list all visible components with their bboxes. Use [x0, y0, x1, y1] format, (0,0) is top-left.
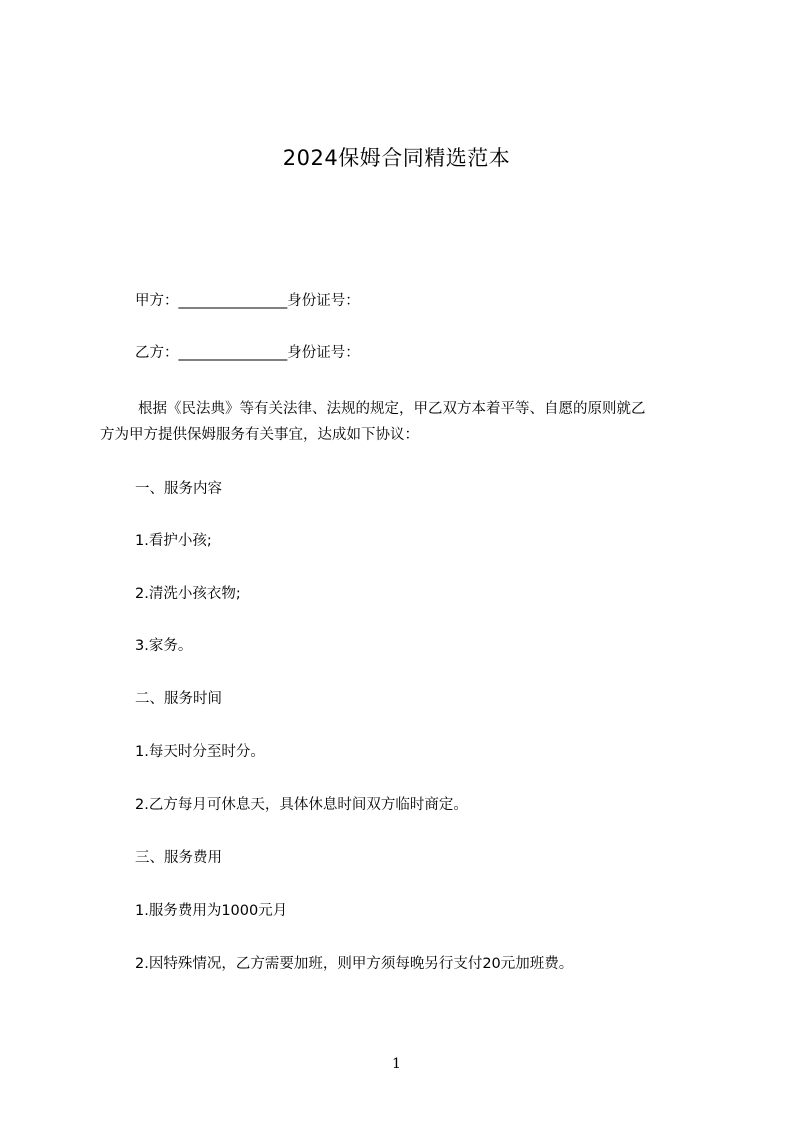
intro-line-2: 方为甲方提供保姆服务有关事宜，达成如下协议： — [100, 427, 419, 443]
party-a-line: 甲方：_______________身份证号： — [135, 293, 360, 309]
list-item: 3.家务。 — [135, 638, 193, 654]
section-heading-service-fee: 三、服务费用 — [135, 850, 222, 866]
intro-line-1: 根据《民法典》等有关法律、法规的规定，甲乙双方本着平等、自愿的原则就乙 — [138, 401, 646, 417]
page-number: 1 — [392, 1056, 401, 1072]
intro-paragraph — [100, 396, 700, 448]
section-heading-service-time: 二、服务时间 — [135, 691, 222, 707]
section-heading-service-content: 一、服务内容 — [135, 481, 222, 497]
list-item: 2.清洗小孩衣物; — [135, 586, 241, 602]
list-item: 1.服务费用为1000元月 — [135, 903, 288, 919]
list-item: 1.看护小孩; — [135, 533, 212, 549]
document-title: 2024保姆合同精选范本 — [282, 146, 511, 170]
list-item: 2.因特殊情况，乙方需要加班，则甲方须每晚另行支付20元加班费。 — [135, 956, 574, 972]
party-b-line: 乙方：_______________身份证号： — [135, 345, 360, 361]
list-item: 1.每天时分至时分。 — [135, 744, 265, 760]
list-item: 2.乙方每月可休息天，具体休息时间双方临时商定。 — [135, 797, 468, 813]
